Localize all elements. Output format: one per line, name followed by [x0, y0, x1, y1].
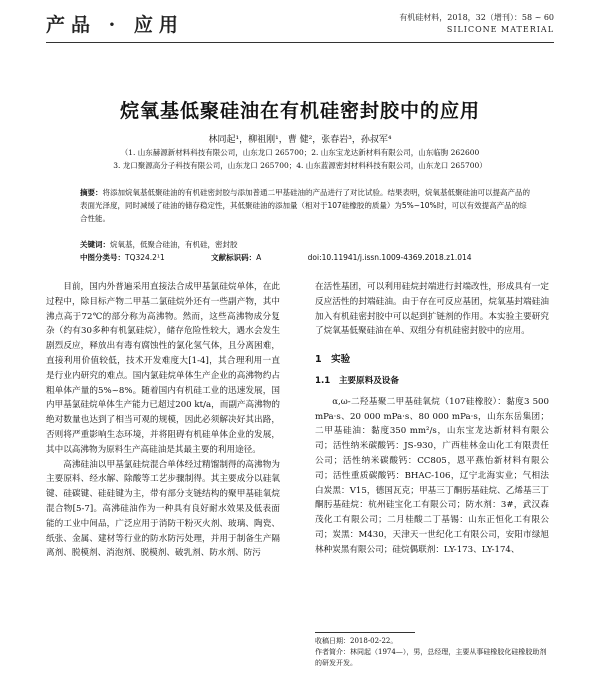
body-paragraph: 目前，国内外普遍采用直接法合成甲基氯硅烷单体，在此过程中，除目标产物二甲基二氯硅烷外还有一些副产物，其中沸点高于72℃的部分称为高沸物。然而，这些高沸物成分复杂（约有30多种有机氯硅烷），储存危险性较大，遇水会发生剧烈反应，释放出有毒有腐蚀性的氯化氢气体，且分离困难，直接利用价值较低，技术开发难度大[1-4]，其合理利用一直是行业内研究的难点。国内氯硅烷单体生产企业的高沸物约占粗单体产量的5%~8%。随着国内有机硅工业的迅速发展，国内甲基氯硅烷单体生产能力已超过200 kt/a，而副产高沸物的绝对数量也达到了相当可观的规模，因此必须解决好其出路，否则将严重影响生态环境，并将阻碍有机硅单体企业的发展，其中以高沸物为原料生产高硅油是其最主要的利用途径。 [46, 282, 280, 455]
section-heading: 1 实验 [315, 354, 351, 366]
keywords-row [80, 238, 530, 251]
section-tag: 产品 · 应用 [46, 14, 184, 36]
article-title: 烷氧基低聚硅油在有机硅密封胶中的应用 [119, 100, 480, 122]
authors: 林同起¹，柳祖刚¹，曹 健²，张春岩³，孙叔军⁴ [208, 135, 392, 145]
abstract-text: 将添加烷氧基低聚硅油的有机硅密封胶与添加普通二甲基硅油的产品进行了对比试验。结果表明，烷氧基低聚硅油可以提高产品的表面光泽度，同时减缓了硅油的储存稳定性，其低聚硅油的添加量（相对于107硅橡胶的质量）为5%~10%时，可以有效提高产品的综合性能。 [80, 188, 530, 223]
journal-citation: 有机硅材料，2018，32（增刊）：58 ~ 60 [399, 13, 554, 22]
body-paragraph: 在活性基团，可以利用硅烷封端进行封端改性，形成具有一定反应活性的封端硅油。由于存在可反应基团，烷氧基封端硅油加入有机硅密封胶中可以起到扩链剂的作用。本实验主要研究了烷氧基低聚硅油在单、双组分有机硅密封胶中的应用。 [315, 282, 549, 337]
right-column [315, 280, 549, 558]
doc-code: A [256, 253, 262, 262]
body-paragraph: 高沸硅油以甲基氯硅烷混合单体经过精馏制得的高沸物为主要原料、经水解、除酸等工艺步骤制得。其主要成分以硅氧键、硅碳键、硅硅键为主，带有部分支链结构的聚甲基硅氧烷混合物[5-7]。高沸硅油作为一种具有良好耐水效果及低表面能的工业中间品，广泛应用于消防干粉灭火剂、玻璃、陶瓷、纸张、金属、建材等行业的防水防污处理，并用于制备生产隔离剂、脱模剂、消泡剂、脱模剂、破乳剂、防水剂、防污 [46, 459, 280, 559]
abstract [80, 186, 530, 225]
keywords: 烷氧基，低聚合硅油，有机硅，密封胶 [110, 240, 238, 249]
doc-label: 文献标识码： [211, 253, 257, 262]
abstract-label: 摘要： [80, 188, 103, 197]
keywords-label: 关键词： [80, 240, 110, 249]
article-meta [80, 238, 530, 264]
author-bio: 作者简介：林同起（1974—），男，总经理，主要从事硅橡胶化硅橡胶助剂的研发开发。 [315, 648, 547, 667]
clc-code: TQ324.2¹1 [125, 253, 165, 262]
classification-row [80, 251, 530, 264]
affiliation-line: （1. 山东赫源新材料科技有限公司，山东龙口 265700；2. 山东宝龙达新材料有限公司，山东临朐 262600 [120, 148, 480, 157]
affiliations [60, 146, 540, 172]
received-date: 收稿日期：2018-02-22。 [315, 637, 398, 645]
journal-info [399, 12, 554, 36]
footnote [315, 636, 549, 669]
left-column [46, 280, 280, 561]
journal-name: SILICONE MATERIAL [446, 25, 554, 34]
doi: doi:10.11941/j.issn.1009-4369.2018.z1.014 [307, 253, 472, 262]
subsection-heading: 1.1 主要原料及设备 [315, 375, 399, 386]
materials-paragraph: α,ω-二羟基聚二甲基硅氧烷（107硅橡胶）：黏度3 500 mPa·s、20 000 mPa·s、80 000 mPa·s，山东东岳集团；二甲基硅油：黏度350 mm²/s，山东宝龙达新材料有限公司；活性纳米碳酸钙：JS-930，广西桂林金山化工有限责任公司；活性纳米碳酸钙：CC805，恩平燕怡新材料有限公司；活性重质碳酸钙：BHAC-106，辽宁北海实业；气相法白炭黑：V15，德国瓦克；甲基三丁酮肟基硅烷、乙烯基三丁酮肟基硅烷：杭州硅宝化工有限公司；防水剂：3#，武汉森茂化工有限公司；二月桂酸二丁基锡：山东正恒化工有限公司；炭黑：M430，天津天一世纪化工有限公司，安阳市绿旭林种炭黑有限公司；硅烷偶联剂：LY-173、LY-174、 [315, 396, 549, 555]
clc-label: 中图分类号： [80, 253, 125, 262]
affiliation-line: 3. 龙口聚源高分子科技有限公司，山东龙口 265700；4. 山东蓝源密封材料科技有限公司，山东龙口 265700） [113, 161, 487, 170]
header-rule [46, 42, 554, 43]
footnote-rule [315, 632, 415, 633]
